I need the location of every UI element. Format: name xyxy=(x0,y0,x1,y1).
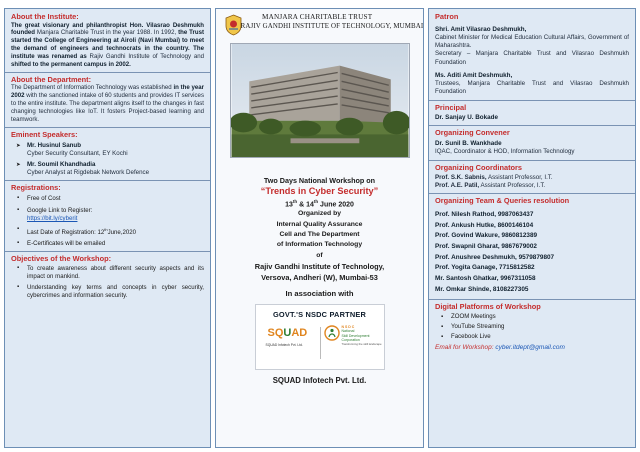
patron-1-name: Shri. Amit Vilasrao Deshmukh, xyxy=(435,25,527,33)
trust-name: MANJARA CHARITABLE TRUST xyxy=(262,13,373,21)
convener-heading: Organizing Convener xyxy=(435,128,510,138)
platforms-heading: Digital Platforms of Workshop xyxy=(435,301,541,311)
list-item: ▪ Free of Cost xyxy=(11,195,204,203)
list-item: ▪ Facebook Live xyxy=(435,332,629,342)
list-item: ▪ To create awareness about different security aspects and its impact on mankind. xyxy=(11,265,204,281)
team-list xyxy=(435,210,629,296)
of-label: of xyxy=(316,252,323,260)
divider xyxy=(429,299,635,300)
list-item: ▪ YouTube Streaming xyxy=(435,322,629,332)
list-item: Mr. Santosh Ghatkar, 9967311058 xyxy=(435,275,536,283)
divider xyxy=(5,180,210,181)
list-item: Prof. Anushree Deshmukh, 9579879807 xyxy=(435,253,555,261)
principal-heading: Principal xyxy=(435,102,467,112)
left-panel xyxy=(4,8,211,448)
campus-photo xyxy=(230,43,410,158)
email-link[interactable]: cyber.itdept@gmail.com xyxy=(495,344,565,352)
nsdc-logo-icon xyxy=(324,325,340,341)
list-item: ▪ Google Link to Register: https://bit.ly/cyberit xyxy=(11,207,204,223)
divider xyxy=(429,160,635,161)
right-panel xyxy=(428,8,636,448)
institute-header xyxy=(222,13,424,39)
patron-1-title: Cabinet Minister for Medical Education Cultural Affairs, Government of Maharashtra. xyxy=(435,33,629,50)
divider xyxy=(429,100,635,101)
patron-2-title: Trustees, Manjara Charitable Trust and Vilasrao Deshmukh Foundation xyxy=(435,80,629,96)
divider xyxy=(429,125,635,126)
principal-name: Dr. Sanjay U. Bokade xyxy=(435,114,498,122)
speaker-1: ➤ Mr. Husinul Sanub Cyber Security Consultant, EY Kochi xyxy=(11,142,204,158)
workshop-email: Email for Workshop: cyber.itdept@gmail.com xyxy=(435,344,565,352)
institute-name-header: RAJIV GANDHI INSTITUTE OF TECHNOLOGY, MUMBAI xyxy=(240,23,424,30)
association-label: In association with xyxy=(285,289,354,299)
patron-2-name: Ms. Aditi Amit Deshmukh, xyxy=(435,71,513,79)
squad-logo-subtext: SQUAD Infotech Pvt. Ltd. xyxy=(265,343,303,348)
convener-role: IQAC, Coordinator & HOD, Information Technology xyxy=(435,148,575,156)
partner-logo-box xyxy=(255,304,385,370)
divider xyxy=(5,72,210,73)
list-item: ▪ E-Certificates will be emailed xyxy=(11,240,204,248)
team-heading: Organizing Team & Queries resolution xyxy=(435,196,570,206)
objectives-heading: Objectives of the Workshop: xyxy=(11,253,112,263)
partner-name: SQUAD Infotech Pvt. Ltd. xyxy=(272,376,367,386)
list-item: Prof. Yogita Ganage, 7715812582 xyxy=(435,264,535,272)
objectives-list xyxy=(11,265,204,300)
registrations-heading: Registrations: xyxy=(11,183,61,193)
coordinator-1: Prof. S.K. Sabnis, Assistant Professor, I.T. xyxy=(435,174,553,182)
registration-link[interactable]: https://bit.ly/cyberit xyxy=(27,214,78,222)
list-item: Prof. Ankush Hutke, 8600146104 xyxy=(435,221,534,229)
about-institute-text: The great visionary and philanthropist Hon. Vilasrao Deshmukh founded Manjara Charitable Trust in the year 1988. In 1992, the Trust started the College of Engineering at Airoli (Navi Mumbai) to meet the demand of engineers and technocrats in the country. The institute was renamed as Rajiv Gandhi Institute of Technology and shifted to the permanent campus in 2002. xyxy=(11,21,205,69)
convener-name: Dr. Sunil B. Wankhade xyxy=(435,139,502,147)
list-item: Prof. Swapnil Gharat, 9867679002 xyxy=(435,243,537,251)
workshop-dates: 13th & 14th June 2020 xyxy=(285,199,354,209)
divider xyxy=(5,251,210,252)
divider xyxy=(320,327,321,359)
patron-heading: Patron xyxy=(435,12,459,21)
about-department-text: The Department of Information Technology was established in the year 2002 with the sanctioned intake of 60 students and provides IT services to the entire institute. The department aligns itself to the changes in fast changing technologies like IoT. It fosters Project-based learning and teamwork. xyxy=(11,84,205,124)
list-item: Prof. Nilesh Rathod, 9987063437 xyxy=(435,210,534,218)
about-department-heading: About the Department: xyxy=(11,74,92,84)
platforms-list xyxy=(435,312,629,342)
institute-full-name: Rajiv Gandhi Institute of Technology, Versova, Andheri (W), Mumbai-53 xyxy=(254,262,385,283)
list-item: ▪ Last Date of Registration: 12thJune,2020 xyxy=(11,226,204,237)
workshop-title: Two Days National Workshop on xyxy=(263,176,376,185)
coordinators-heading: Organizing Coordinators xyxy=(435,162,523,172)
workshop-topic: “Trends in Cyber Security” xyxy=(260,186,379,196)
partner-heading: GOVT.'S NSDC PARTNER xyxy=(272,310,367,320)
divider xyxy=(5,127,210,128)
nsdc-text: N S D C National Skill Development Corporation Transforming the skill landscape xyxy=(341,325,382,347)
about-institute-heading: About the Institute: xyxy=(11,12,79,21)
speaker-2: ➤ Mr. Soumil Khandhadia Cyber Analyst at Rigdebak Network Defence xyxy=(11,161,204,177)
list-item: Mr. Omkar Shinde, 8108227305 xyxy=(435,285,529,293)
list-item: ▪ ZOOM Meetings xyxy=(435,312,629,322)
coordinator-2: Prof. A.E. Patil, Assistant Professor, I.T. xyxy=(435,182,546,190)
list-item: Prof. Govind Wakure, 9860812389 xyxy=(435,232,538,240)
organized-by: Organized by Internal Quality Assurance Cell and The Department of Information Technology xyxy=(276,210,363,248)
registrations-list xyxy=(11,195,204,248)
divider xyxy=(429,193,635,194)
patron-1-title-2: Secretary – Manjara Charitable Trust and Vilasrao Deshmukh Foundation xyxy=(435,50,629,66)
speakers-heading: Eminent Speakers: xyxy=(11,129,78,139)
squad-logo: SQUAD xyxy=(267,327,308,340)
middle-panel xyxy=(215,8,424,448)
list-item: ▪ Understanding key terms and concepts in cyber security, cybercrimes and information security. xyxy=(11,284,204,300)
